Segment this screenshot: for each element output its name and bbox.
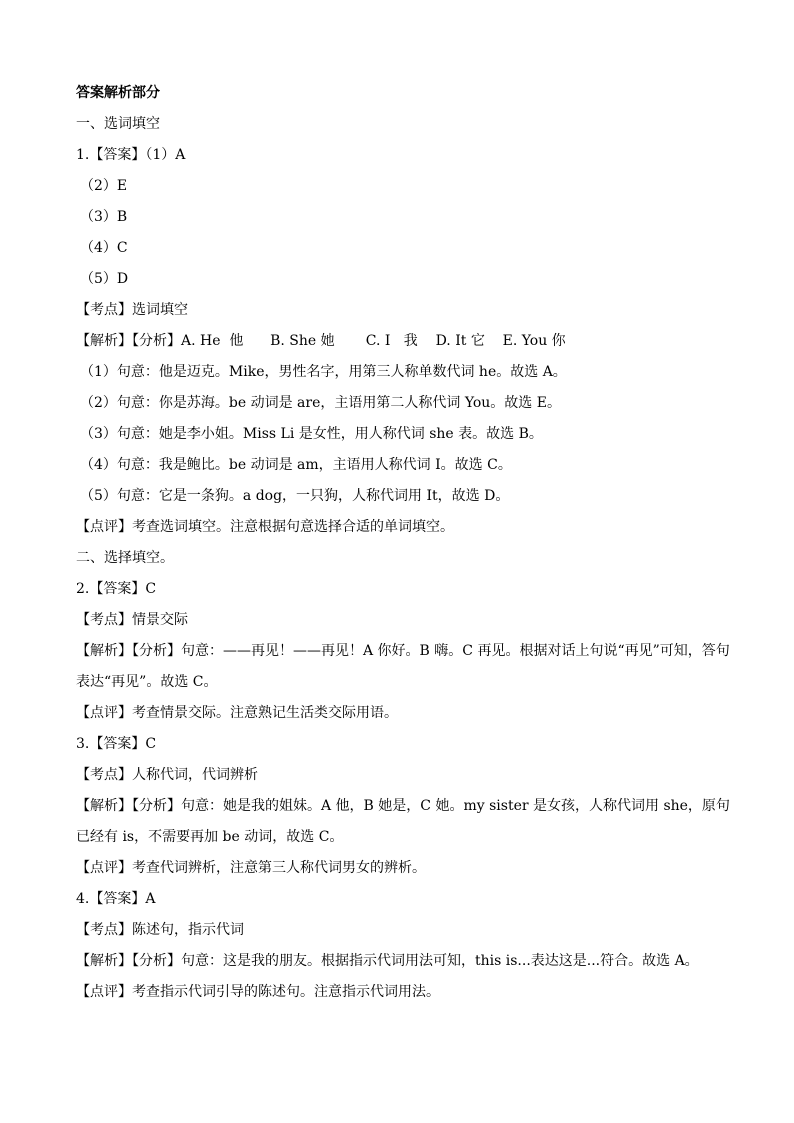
- q3-point: 【考点】人称代词，代词辨析: [76, 767, 258, 783]
- q1-comment: 【点评】考查选词填空。注意根据句意选择合适的单词填空。: [76, 519, 454, 535]
- q2-answer: 2.【答案】C: [76, 581, 157, 597]
- q4-comment: 【点评】考查指示代词引导的陈述句。注意指示代词用法。: [76, 984, 440, 1000]
- q2-comment: 【点评】考查情景交际。注意熟记生活类交际用语。: [76, 705, 398, 721]
- q3-answer: 3.【答案】C: [76, 736, 157, 752]
- document-title: 答案解析部分: [76, 85, 160, 101]
- q1-analysis: 【解析】【分析】A. He 他 B. She 她 C. I 我 D. It 它 E. You 你: [76, 333, 566, 349]
- q3-analysis: 【解析】【分析】句意：她是我的姐妹。A 他，B 她是，C 她。my sister 是女孩，人称代词用 she，原句已经有 is，不需要再加 be 动词，故选 C。: [76, 798, 730, 845]
- q1-sub-answer: （5）D: [80, 271, 129, 287]
- q1-answer: 1.【答案】（1）A: [76, 147, 186, 163]
- q4-analysis: 【解析】【分析】句意：这是我的朋友。根据指示代词用法可知，this is...表达这是...符合。故选 A。: [76, 953, 699, 969]
- q1-sub-answer: （3）B: [80, 209, 128, 225]
- q1-sub-answer: （4）C: [80, 240, 128, 256]
- q1-sub-answer: （2）E: [80, 178, 128, 194]
- q2-analysis: 【解析】【分析】句意：——再见！——再见！A 你好。B 嗨。C 再见。根据对话上句说“再见”可知，答句表达“再见”。故选 C。: [76, 643, 730, 690]
- q1-explanation: （5）句意：它是一条狗。a dog，一只狗，人称代词用 It，故选 D。: [80, 488, 510, 504]
- q3-comment: 【点评】考查代词辨析，注意第三人称代词男女的辨析。: [76, 860, 426, 876]
- q1-point: 【考点】选词填空: [76, 302, 188, 318]
- section-heading-2: 二、选择填空。: [76, 550, 174, 566]
- q1-explanation: （2）句意：你是苏海。be 动词是 are，主语用第二人称代词 You。故选 E。: [80, 395, 561, 411]
- q1-explanation: （4）句意：我是鲍比。be 动词是 am，主语用人称代词 I。故选 C。: [80, 457, 512, 473]
- q1-explanation: （3）句意：她是李小姐。Miss Li 是女性，用人称代词 she 表。故选 B。: [80, 426, 543, 442]
- q4-answer: 4.【答案】A: [76, 891, 156, 907]
- q4-point: 【考点】陈述句，指示代词: [76, 922, 244, 938]
- q2-point: 【考点】情景交际: [76, 612, 188, 628]
- section-heading-1: 一、选词填空: [76, 116, 160, 132]
- q1-explanation: （1）句意：他是迈克。Mike，男性名字，用第三人称单数代词 he。故选 A。: [80, 364, 567, 380]
